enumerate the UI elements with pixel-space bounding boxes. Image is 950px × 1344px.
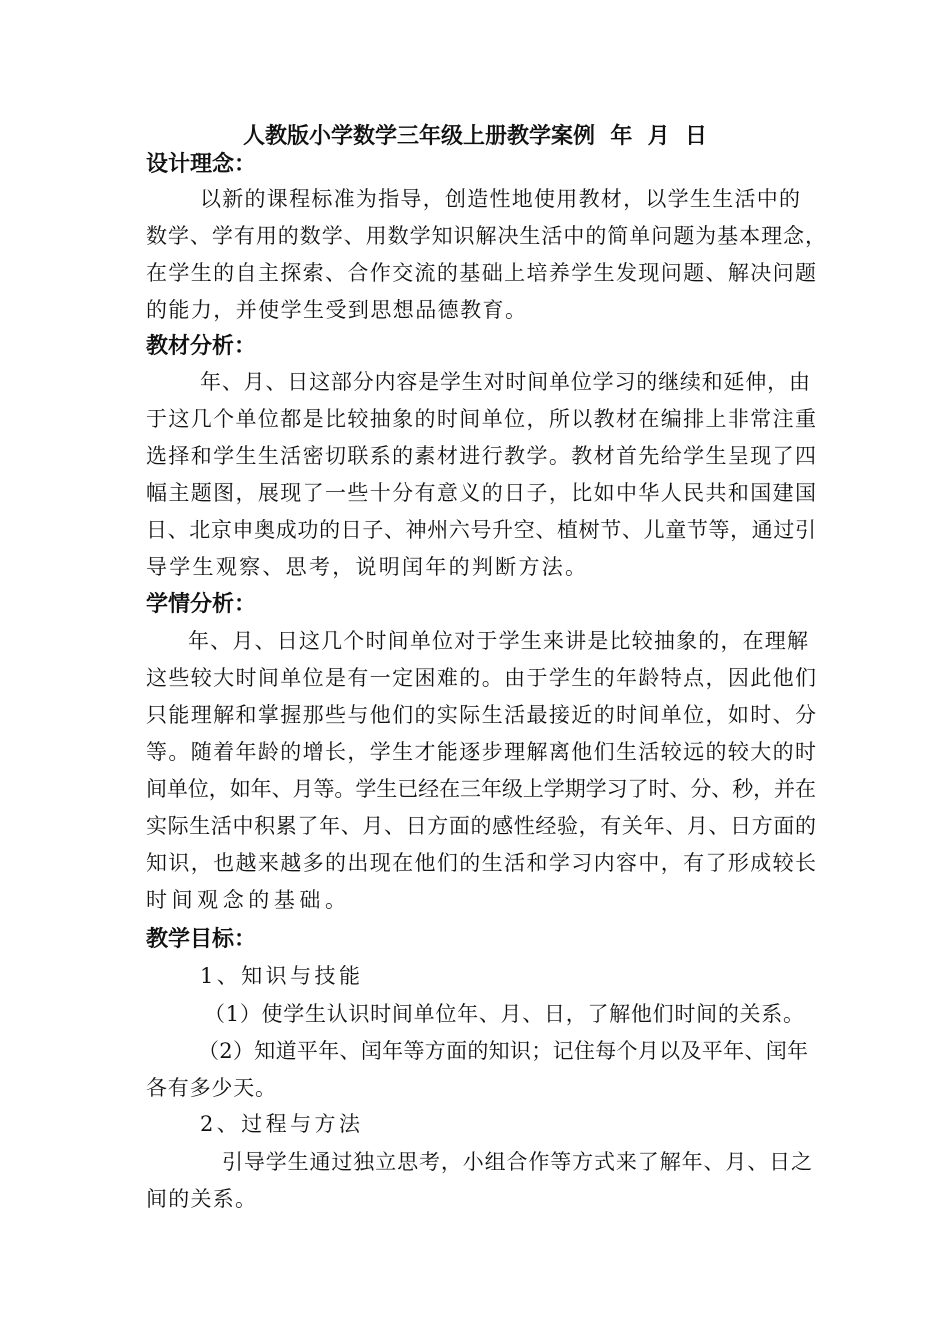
paragraph-line: 日、北京申奥成功的日子、神州六号升空、植树节、儿童节等，通过引 (146, 518, 817, 542)
paragraph-line: 年、月、日这几个时间单位对于学生来讲是比较抽象的，在理解 (188, 629, 810, 653)
paragraph-line: 于这几个单位都是比较抽象的时间单位，所以教材在编排上非常注重 (146, 407, 818, 431)
goal-item: （2）知道平年、闰年等方面的知识；记住每个月以及平年、闰年 (198, 1039, 809, 1063)
section-heading-teaching-goals: 教学目标： (146, 927, 257, 952)
paragraph-line: 这些较大时间单位是有一定困难的。由于学生的年龄特点，因此他们 (146, 666, 818, 690)
paragraph-line: 只能理解和掌握那些与他们的实际生活最接近的时间单位，如时、分 (146, 703, 818, 727)
section-heading-design-concept: 设计理念： (146, 152, 257, 177)
section-heading-textbook-analysis: 教材分析： (146, 334, 257, 359)
goal-item: 间的关系。 (146, 1187, 258, 1211)
paragraph-line: 实际生活中积累了年、月、日方面的感性经验，有关年、月、日方面的 (146, 814, 817, 838)
paragraph-line: 等。随着年龄的增长，学生才能逐步理解离他们生活较远的较大的时 (146, 740, 818, 764)
document-title: 人教版小学数学三年级上册教学案例 年 月 日 (243, 123, 707, 149)
goal-item: 2、过程与方法 (200, 1112, 364, 1136)
paragraph-line: 幅主题图，展现了一些十分有意义的日子，比如中华人民共和国建国 (146, 481, 818, 505)
goal-item: 引导学生通过独立思考，小组合作等方式来了解年、月、日之 (222, 1150, 813, 1174)
paragraph-line: 数学、学有用的数学、用数学知识解决生活中的简单问题为基本理念， (146, 224, 827, 248)
paragraph-line: 选择和学生生活密切联系的素材进行教学。教材首先给学生呈现了四 (146, 444, 818, 468)
section-heading-student-analysis: 学情分析： (146, 592, 257, 617)
paragraph-line: 知识，也越来越多的出现在他们的生活和学习内容中，有了形成较长 (146, 851, 818, 875)
paragraph-line: 以新的课程标准为指导，创造性地使用教材，以学生生活中的 (200, 187, 802, 211)
paragraph-line: 的能力，并使学生受到思想品德教育。 (146, 298, 528, 322)
goal-item: 1、知识与技能 (200, 964, 364, 988)
paragraph-line: 导学生观察、思考，说明闰年的判断方法。 (146, 555, 589, 579)
paragraph-line: 年、月、日这部分内容是学生对时间单位学习的继续和延伸，由 (200, 370, 811, 394)
paragraph-line: 时间观念的基础。 (146, 888, 351, 912)
paragraph-line: 在学生的自主探索、合作交流的基础上培养学生发现问题、解决问题 (146, 261, 818, 285)
goal-item: 各有多少天。 (146, 1076, 277, 1100)
goal-item: （1）使学生认识时间单位年、月、日，了解他们时间的关系。 (204, 1002, 805, 1026)
paragraph-line: 间单位，如年、月等。学生已经在三年级上学期学习了时、分、秒，并在 (146, 777, 816, 801)
